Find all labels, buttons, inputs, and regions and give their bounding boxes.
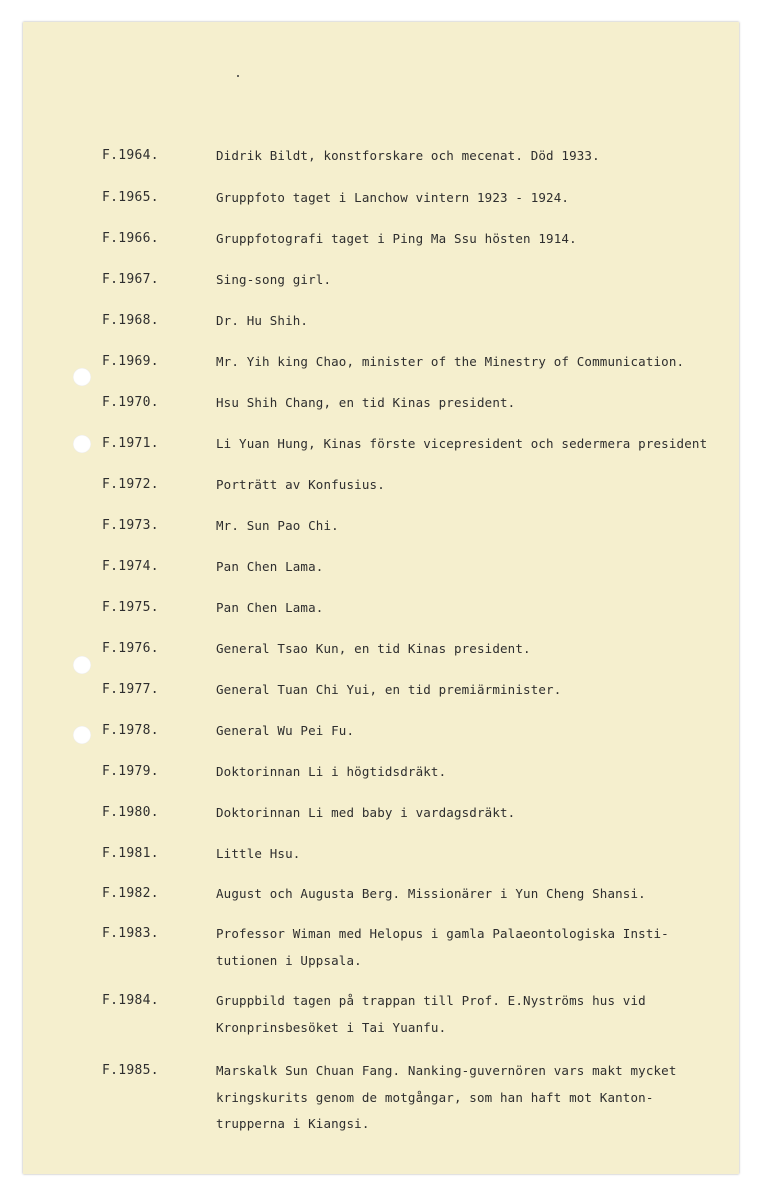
entry-number: F.1965. (102, 190, 159, 205)
entry-number: F.1981. (102, 846, 159, 861)
entry-number: F.1971. (102, 436, 159, 451)
entry-description-line: Mr. Yih king Chao, minister of the Minestry of Communication. (216, 354, 685, 369)
entry-description-line: Gruppbild tagen på trappan till Prof. E.Nyströms hus vid (216, 993, 646, 1008)
entry-description-line: Porträtt av Konfusius. (216, 477, 385, 492)
entry-description-line: trupperna i Kiangsi. (216, 1116, 370, 1131)
entry-number: F.1966. (102, 231, 159, 246)
entry-number: F.1970. (102, 395, 159, 410)
entry-description-line: Hsu Shih Chang, en tid Kinas president. (216, 395, 516, 410)
entry-description-line: Didrik Bildt, konstforskare och mecenat. Död 1933. (216, 148, 600, 163)
entry-description-line: Li Yuan Hung, Kinas förste vicepresident och sedermera president (216, 436, 708, 451)
entry-description-line: kringskurits genom de motgångar, som han haft mot Kanton- (216, 1089, 654, 1105)
entry-description-line: Dr. Hu Shih. (216, 313, 309, 328)
entry-description-line: Doktorinnan Li med baby i vardagsdräkt. (216, 805, 516, 820)
entry-description-line: Gruppfoto taget i Lanchow vintern 1923 - 1924. (216, 190, 570, 205)
entry-number: F.1980. (102, 805, 159, 820)
entry-description-line: Professor Wiman med Helopus i gamla Palaeontologiska Insti- (216, 926, 669, 941)
entry-number: F.1967. (102, 272, 159, 287)
entry-number: F.1975. (102, 600, 159, 615)
entry-number: F.1964. (102, 148, 159, 163)
entry-description-line: Pan Chen Lama. (216, 559, 324, 574)
entry-number: F.1984. (102, 993, 159, 1008)
entry-number: F.1974. (102, 559, 159, 574)
entry-description-line: Pan Chen Lama. (216, 600, 324, 615)
entry-description-line: General Tuan Chi Yui, en tid premiärminister. (216, 682, 562, 697)
ink-speck (237, 75, 239, 77)
entry-number: F.1985. (102, 1063, 159, 1078)
entry-number: F.1979. (102, 764, 159, 779)
entry-description-line: Little Hsu. (216, 846, 301, 861)
entry-number: F.1976. (102, 641, 159, 656)
entry-number: F.1969. (102, 354, 159, 369)
punch-hole (73, 368, 91, 386)
entry-description-line: Gruppfotografi taget i Ping Ma Ssu hösten 1914. (216, 231, 577, 246)
entry-number: F.1973. (102, 518, 159, 533)
entry-number: F.1982. (102, 886, 159, 901)
entry-description-line: August och Augusta Berg. Missionärer i Yun Cheng Shansi. (216, 886, 646, 901)
entry-number: F.1978. (102, 723, 159, 738)
entry-description-line: Marskalk Sun Chuan Fang. Nanking-guvernören vars makt mycket (216, 1063, 677, 1078)
entry-description-line: General Wu Pei Fu. (216, 723, 355, 738)
punch-hole (73, 726, 91, 744)
punch-hole (73, 656, 91, 674)
entry-description-line: Kronprinsbesöket i Tai Yuanfu. (216, 1019, 447, 1035)
punch-hole (73, 435, 91, 453)
entry-description-line: Sing-song girl. (216, 272, 332, 287)
entry-number: F.1968. (102, 313, 159, 328)
entry-number: F.1972. (102, 477, 159, 492)
entry-description-line: Doktorinnan Li i högtidsdräkt. (216, 764, 447, 779)
entry-number: F.1983. (102, 926, 159, 941)
entry-description-line: Mr. Sun Pao Chi. (216, 518, 339, 533)
entry-number: F.1977. (102, 682, 159, 697)
entry-description-line: tutionen i Uppsala. (216, 952, 362, 968)
entry-description-line: General Tsao Kun, en tid Kinas president. (216, 641, 531, 656)
